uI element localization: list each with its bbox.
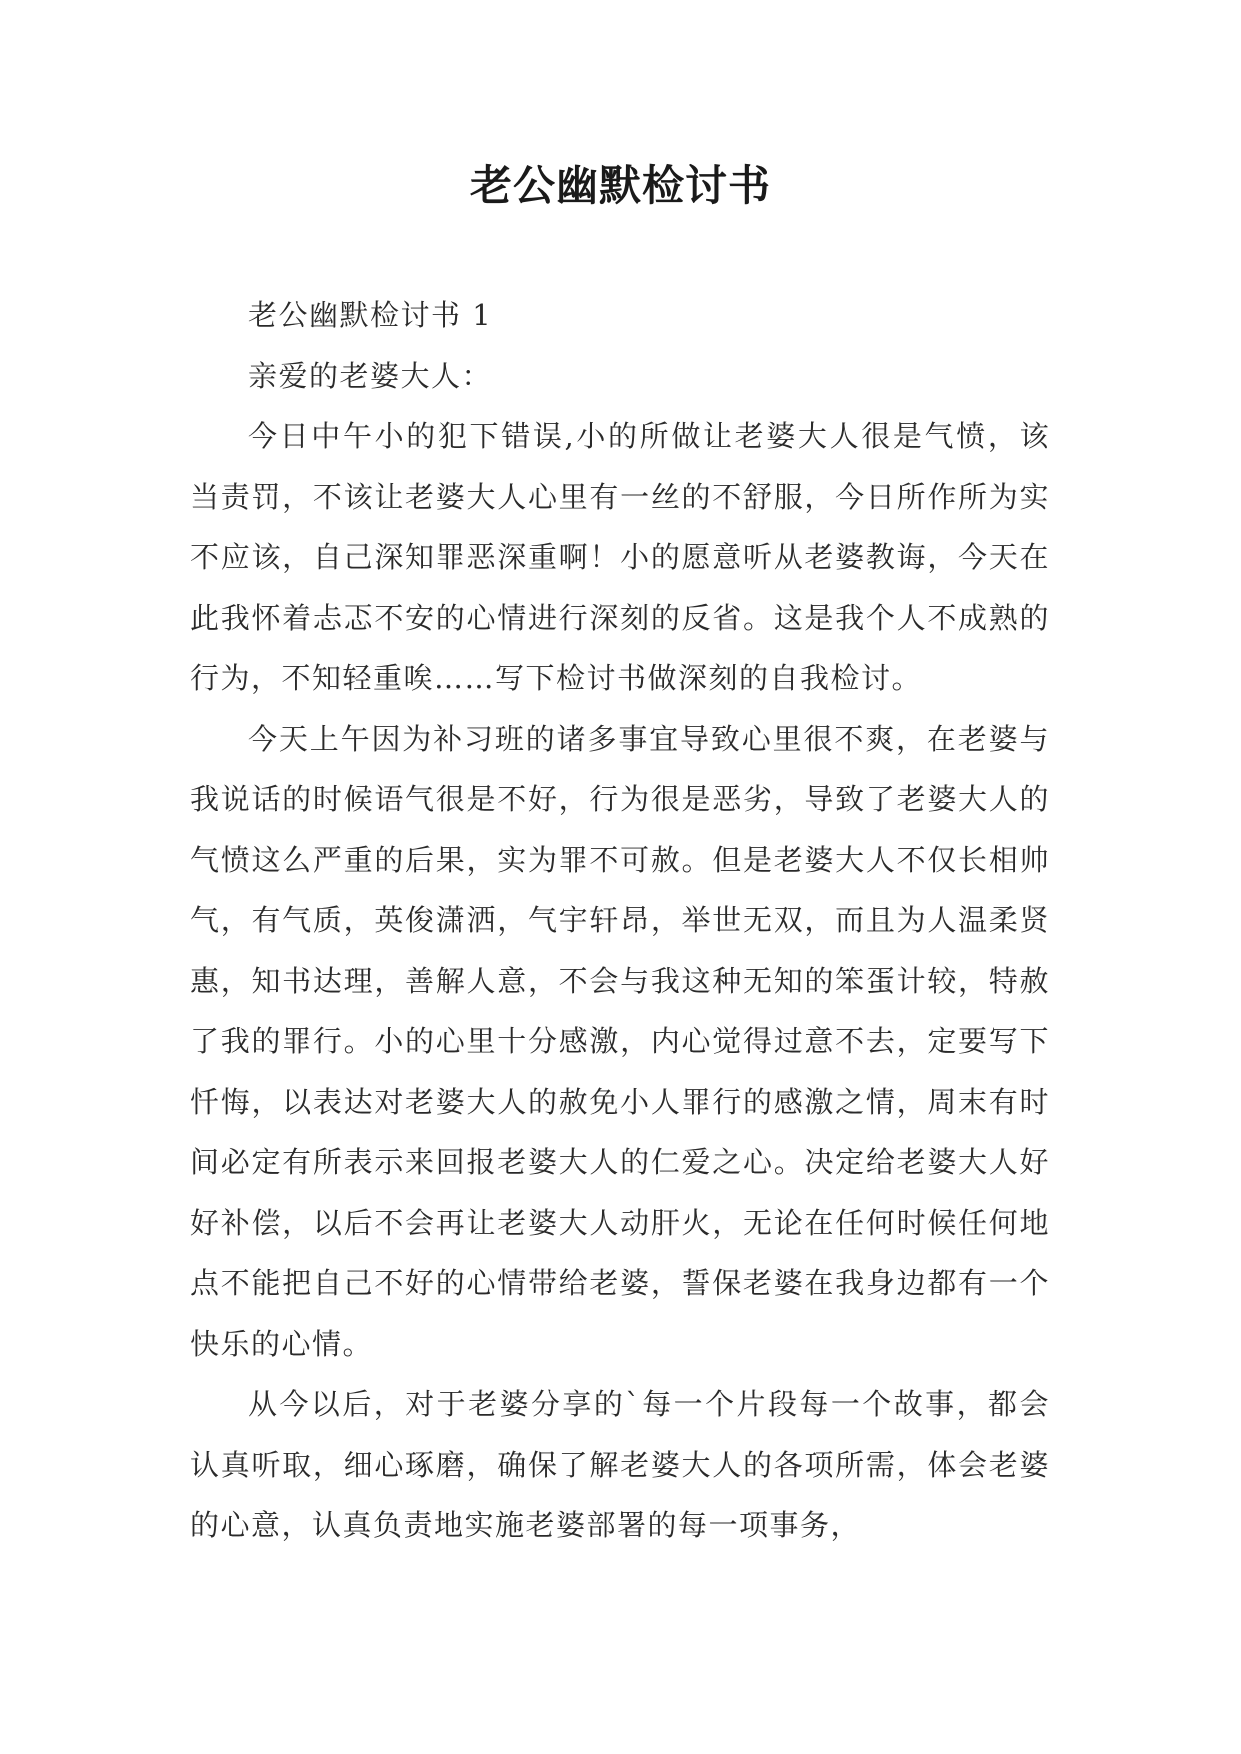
section-heading: 老公幽默检讨书 1 [248, 298, 493, 332]
paragraph: 今天上午因为补习班的诸多事宜导致心里很不爽，在老婆与我说话的时候语气很是不好，行为很是恶劣，导致了老婆大人的气愤这么严重的后果，实为罪不可赦。但是老婆大人不仅长相帅气，有气质，英俊潇洒，气宇轩昂，举世无双，而且为人温柔贤惠，知书达理，善解人意，不会与我这种无知的笨蛋计较，特赦了我的罪行。小的心里十分感激，内心觉得过意不去，定要写下忏悔，以表达对老婆大人的赦免小人罪行的感激之情，周末有时间必定有所表示来回报老婆大人的仁爱之心。决定给老婆大人好好补偿，以后不会再让老婆大人动肝火，无论在任何时候任何地点不能把自己不好的心情带给老婆，誓保老婆在我身边都有一个快乐的心情。 [190, 721, 1050, 1361]
document-body [190, 285, 1050, 1556]
salutation: 亲爱的老婆大人： [248, 358, 493, 393]
document-title: 老公幽默检讨书 [469, 161, 771, 210]
paragraph: 从今以后，对于老婆分享的`每一个片段每一个故事，都会认真听取，细心琢磨，确保了解老婆大人的各项所需，体会老婆的心意，认真负责地实施老婆部署的每一项事务， [190, 1387, 1050, 1542]
paragraph: 今日中午小的犯下错误,小的所做让老婆大人很是气愤，该当责罚，不该让老婆大人心里有一丝的不舒服，今日所作所为实不应该，自己深知罪恶深重啊！小的愿意听从老婆教诲，今天在此我怀着忐忑不安的心情进行深刻的反省。这是我个人不成熟的行为，不知轻重唉……写下检讨书做深刻的自我检讨。 [190, 419, 1050, 695]
